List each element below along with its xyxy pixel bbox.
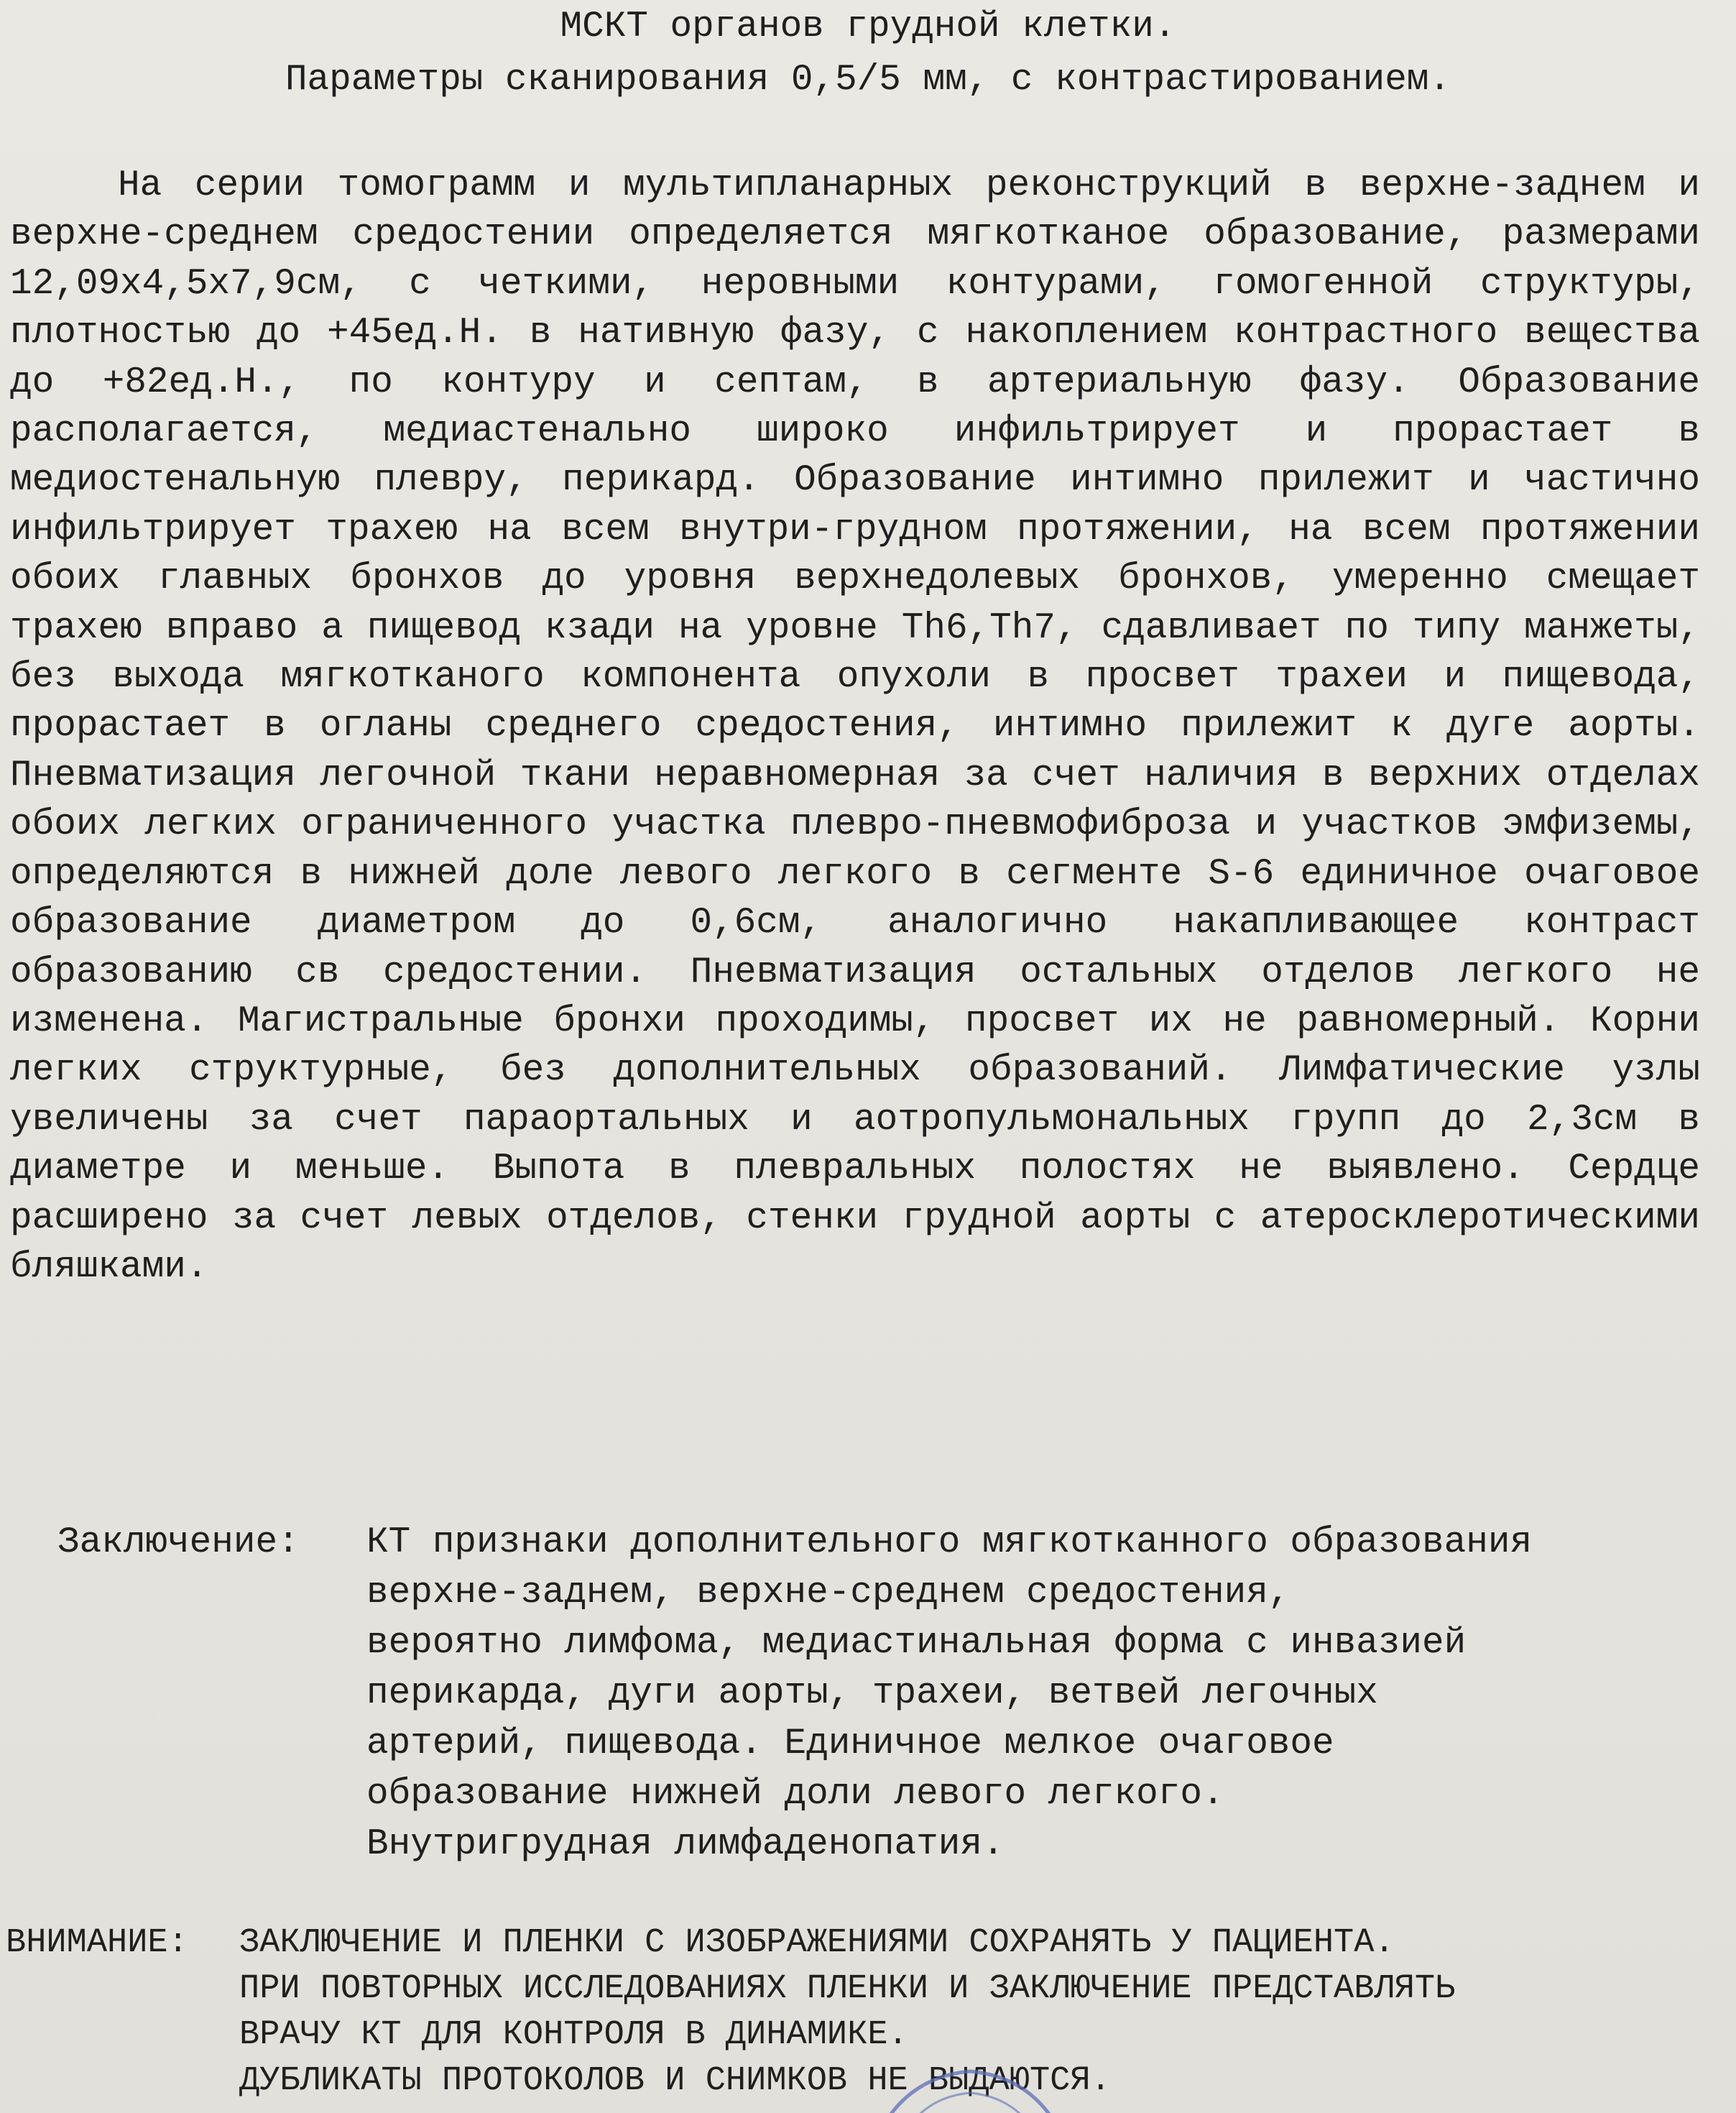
conclusion-line: Внутригрудная лимфаденопатия. <box>366 1824 1005 1865</box>
findings-paragraph: На серии томограмм и мультипланарных реконструкций в верхне-заднем и верхне-среднем средостении определяется мягкотканое образование, размерами 12,09х4,5х7,9см, с четкими, неровными контурами, гомогенной структуры, плотностью до +45ед.Н. в нативную фазу, с накоплением контрастного вещества до +82ед.Н., по контуру и септам, в артериальную фазу. Образование располагается, медиастенально широко инфильтрирует и прорастает в медиостенальную плевру, перикард. Образование интимно прилежит и частично инфильтрирует трахею на всем внутри-грудном протяжении, на всем протяжении обоих главных бронхов до уровня верхнедолевых бронхов, умеренно смещает трахею вправо а пищевод кзади на уровне Th6,Th7, сдавливает по типу манжеты, без выхода мягкотканого компонента опухоли в просвет трахеи и пищевода, прорастает в огланы среднего средостения, интимно прилежит к дуге аорты. Пневматизация легочной ткани неравномерная за счет наличия в верхних отделах обоих легких ограниченного участка плевро-пневмофиброза и участков эмфиземы, определяются в нижней доле левого легкого в сегменте S-6 единичное очаговое образование диаметром до 0,6см, аналогично накапливающее контраст образованию св средостении. Пневматизация остальных отделов легкого не изменена. Магистральные бронхи проходимы, просвет их не равномерный. Корни легких структурные, без дополнительных образований. Лимфатические узлы увеличены за счет параортальных и аотропульмональных групп до 2,3см в диаметре и меньше. Выпота в плевральных полостях не выявлено. Сердце расширено за счет левых отделов, стенки грудной аорты с атеросклеротическими бляшками. <box>10 165 1700 1288</box>
conclusion-line: КТ признаки дополнительного мягкотканного образования <box>366 1522 1533 1563</box>
conclusion-line: вероятно лимфома, медиастинальная форма с инвазией <box>366 1623 1467 1664</box>
conclusion-line: артерий, пищевода. Единичное мелкое очаговое <box>366 1723 1334 1764</box>
notice-text <box>239 1920 1719 2104</box>
conclusion-line: перикарда, дуги аорты, трахеи, ветвей легочных <box>366 1673 1378 1714</box>
notice-line: ЗАКЛЮЧЕНИЕ И ПЛЕНКИ С ИЗОБРАЖЕНИЯМИ СОХРАНЯТЬ У ПАЦИЕНТА. <box>239 1924 1395 1962</box>
conclusion-label: Заключение: <box>57 1522 300 1563</box>
conclusion-text <box>366 1518 1674 1870</box>
notice-line: ПРИ ПОВТОРНЫХ ИССЛЕДОВАНИЯХ ПЛЕНКИ И ЗАКЛЮЧЕНИЕ ПРЕДСТАВЛЯТЬ <box>239 1970 1456 2008</box>
conclusion-line: образование нижней доли левого легкого. <box>366 1774 1224 1815</box>
notice-label: ВНИМАНИЕ: <box>6 1924 188 1962</box>
scan-parameters: Параметры сканирования 0,5/5 мм, с контрастированием. <box>285 60 1451 101</box>
conclusion-line: верхне-заднем, верхне-среднем средостения, <box>366 1573 1291 1613</box>
notice-line: ВРАЧУ КТ ДЛЯ КОНТРОЛЯ В ДИНАМИКЕ. <box>239 2016 908 2054</box>
document-title: МСКТ органов грудной клетки. <box>560 6 1176 47</box>
notice-line: ДУБЛИКАТЫ ПРОТОКОЛОВ И СНИМКОВ НЕ ВЫДАЮТСЯ. <box>239 2062 1111 2100</box>
